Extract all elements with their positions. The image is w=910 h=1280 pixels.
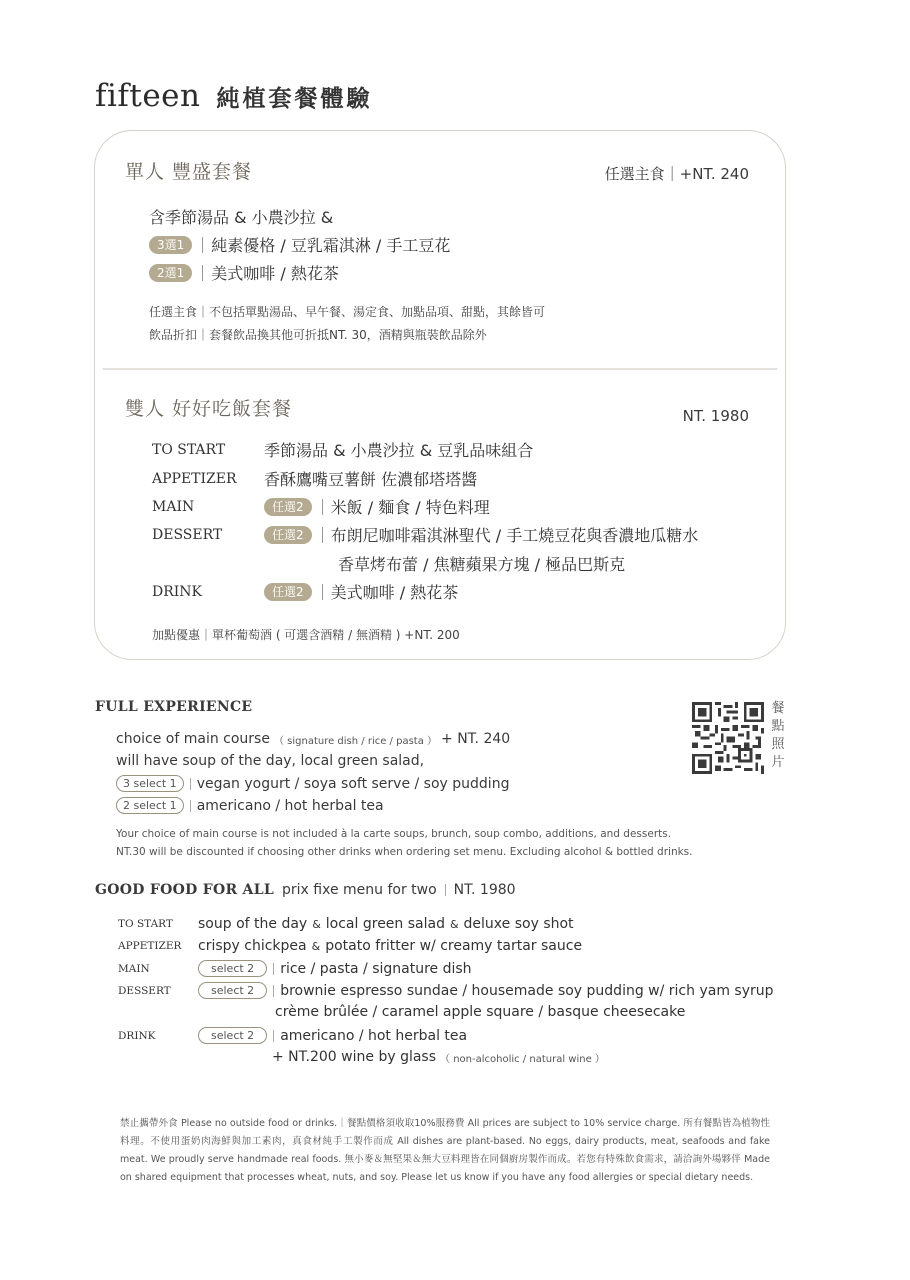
- course-label: APPETIZER: [118, 940, 182, 952]
- course-text: rice / pasta / signature dish: [280, 960, 472, 977]
- single-set-price: 任選主食｜+NT. 240: [604, 165, 749, 183]
- option-text: vegan yogurt / soya soft serve / soy pudding: [196, 775, 510, 792]
- choice-badge: select 2: [198, 1027, 267, 1044]
- course-row-drink: [152, 580, 458, 603]
- qr-label-char: 片: [771, 755, 785, 770]
- separator: [273, 1030, 274, 1042]
- course-text: 香酥鷹嘴豆薯餅 佐濃郁塔塔醬: [264, 470, 478, 489]
- qr-label: [770, 700, 786, 772]
- choice-badge: 任選2: [264, 498, 312, 516]
- qr-label-char: 點: [771, 719, 785, 734]
- course-row-appetizer: [152, 467, 477, 490]
- single-set-note-drink: 飲品折扣｜套餐飲品換其他可折抵NT. 30，酒精與瓶裝飲品除外: [149, 328, 487, 342]
- full-experience-option-dessert: [116, 775, 509, 792]
- ampersand: &: [311, 939, 321, 953]
- single-set-includes: 含季節湯品 & 小農沙拉 &: [149, 208, 334, 227]
- course-label: DRINK: [152, 583, 203, 600]
- separator: [202, 237, 203, 253]
- ampersand: &: [312, 917, 321, 931]
- en-course-row-main: [118, 960, 472, 977]
- good-food-price: NT. 1980: [453, 882, 516, 898]
- choice-badge: 任選2: [264, 526, 312, 544]
- en-course-row-dessert-cont: [275, 1004, 685, 1020]
- course-row-start: [152, 438, 533, 461]
- wine-addon: + NT.200 wine by glass: [272, 1049, 437, 1065]
- main-course-options: （ signature dish / rice / pasta ）: [273, 735, 438, 747]
- en-course-row-drink: [118, 1027, 467, 1044]
- en-course-row-start: [118, 916, 574, 932]
- option-text: americano / hot herbal tea: [196, 797, 384, 814]
- en-course-row-dessert: [118, 982, 774, 999]
- course-part: local green salad: [325, 916, 445, 932]
- brand-logo: fifteen: [95, 78, 201, 114]
- en-course-row-appetizer: [118, 938, 582, 954]
- course-label: DRINK: [118, 1029, 156, 1042]
- course-label: TO START: [118, 918, 173, 930]
- qr-code-icon[interactable]: [692, 702, 764, 774]
- course-part: potato fritter w/ creamy tartar sauce: [325, 938, 583, 954]
- choice-badge: 任選2: [264, 583, 312, 601]
- single-set-option-drink: [149, 261, 339, 284]
- full-experience-heading: FULL EXPERIENCE: [95, 699, 253, 715]
- separator: [322, 584, 323, 600]
- course-label: DESSERT: [118, 984, 171, 997]
- course-label: TO START: [152, 441, 226, 458]
- course-text: 香草烤布蕾 / 焦糖蘋果方塊 / 極品巴斯克: [338, 555, 626, 574]
- qr-label-char: 照: [771, 737, 785, 752]
- separator: [190, 778, 191, 790]
- ampersand: &: [449, 917, 459, 931]
- course-label: DESSERT: [152, 526, 223, 543]
- course-text: 布朗尼咖啡霜淇淋聖代 / 手工燒豆花與香濃地瓜糖水: [330, 526, 699, 545]
- section-divider: [103, 368, 777, 370]
- course-text: brownie espresso sundae / housemade soy pudding w/ rich yam syrup: [280, 982, 774, 999]
- course-text: crème brûlée / caramel apple square / basque cheesecake: [275, 1004, 686, 1020]
- course-text: 季節湯品 & 小農沙拉 & 豆乳品味組合: [264, 441, 534, 460]
- choice-badge: 3 select 1: [116, 775, 184, 792]
- wine-addon-options: （ non-alcoholic / natural wine ）: [440, 1053, 605, 1065]
- option-text: 美式咖啡 / 熱花茶: [211, 264, 339, 283]
- footer-disclaimer: 禁止攜帶外食 Please no outside food or drinks.｜餐點價格須收取10%服務費 All prices are subject to 10% service charge. 所有餐點皆為植物性料理。不使用蛋奶肉海鮮與加工素肉，真食材純手工製作而成 All dishes are plant-based. No eggs, dairy products, meat, seafoods and fake meat. We proudly serve handmade real foods. 無小麥＆無堅果＆無大豆料理皆在同個廚房製作而成。若您有特殊飲食需求，請洽詢外場夥伴 Made on shared equipment that processes wheat, nuts, and soy. Please let us know if you have any food allergies or special dietary needs.: [120, 1118, 770, 1183]
- good-food-subtitle: prix fixe menu for two: [282, 882, 437, 898]
- choice-badge: 3選1: [149, 236, 192, 254]
- course-text: 美式咖啡 / 熱花茶: [330, 583, 459, 602]
- separator: [273, 963, 274, 975]
- separator: [322, 527, 323, 543]
- course-part: deluxe soy shot: [463, 916, 574, 932]
- good-food-heading: GOOD FOOD FOR ALL: [95, 882, 274, 898]
- chinese-menu-card: [94, 130, 786, 660]
- single-set-option-dessert: [149, 233, 450, 256]
- page-title: 純植套餐體驗: [216, 86, 373, 112]
- course-text: 米飯 / 麵食 / 特色料理: [330, 498, 490, 517]
- separator: [445, 884, 446, 896]
- full-experience-note-2: NT.30 will be discounted if choosing other drinks when ordering set menu. Excluding alcohol & bottled drinks.: [116, 846, 693, 858]
- single-set-title: 單人 豐盛套餐: [125, 161, 253, 183]
- single-set-note-main: 任選主食｜不包括單點湯品、早午餐、湯定食、加點品項、甜點，其餘皆可: [149, 305, 546, 319]
- choice-badge: select 2: [198, 982, 267, 999]
- separator: [273, 985, 274, 997]
- full-experience-note-1: Your choice of main course is not included à la carte soups, brunch, soup combo, additions, and desserts.: [116, 828, 672, 840]
- course-label: MAIN: [152, 498, 195, 515]
- course-label: MAIN: [118, 962, 150, 975]
- double-set-title: 雙人 好好吃飯套餐: [125, 398, 293, 420]
- double-set-addon: 加點優惠｜單杯葡萄酒 ( 可選含酒精 / 無酒精 ) +NT. 200: [152, 628, 460, 642]
- course-row-dessert: [152, 523, 698, 546]
- page-header: [95, 78, 372, 114]
- separator: [190, 800, 191, 812]
- option-text: 純素優格 / 豆乳霜淇淋 / 手工豆花: [211, 236, 451, 255]
- choice-badge: 2選1: [149, 264, 192, 282]
- course-part: soup of the day: [198, 916, 308, 932]
- main-course-price: + NT. 240: [441, 731, 511, 747]
- good-food-heading-row: [95, 882, 516, 898]
- choice-badge: 2 select 1: [116, 797, 184, 814]
- course-row-dessert-cont: [338, 552, 625, 575]
- course-part: crispy chickpea: [198, 938, 307, 954]
- double-set-price: NT. 1980: [682, 407, 749, 425]
- qr-label-char: 餐: [771, 701, 785, 716]
- course-row-main: [152, 495, 490, 518]
- full-experience-includes: will have soup of the day, local green salad,: [116, 753, 425, 769]
- main-course-text: choice of main course: [116, 731, 270, 747]
- choice-badge: select 2: [198, 960, 267, 977]
- en-course-row-wine: [272, 1049, 609, 1065]
- full-experience-main-line: [116, 731, 510, 747]
- course-label: APPETIZER: [152, 470, 237, 487]
- course-text: americano / hot herbal tea: [280, 1027, 468, 1044]
- separator: [322, 499, 323, 515]
- full-experience-option-drink: [116, 797, 384, 814]
- separator: [202, 265, 203, 281]
